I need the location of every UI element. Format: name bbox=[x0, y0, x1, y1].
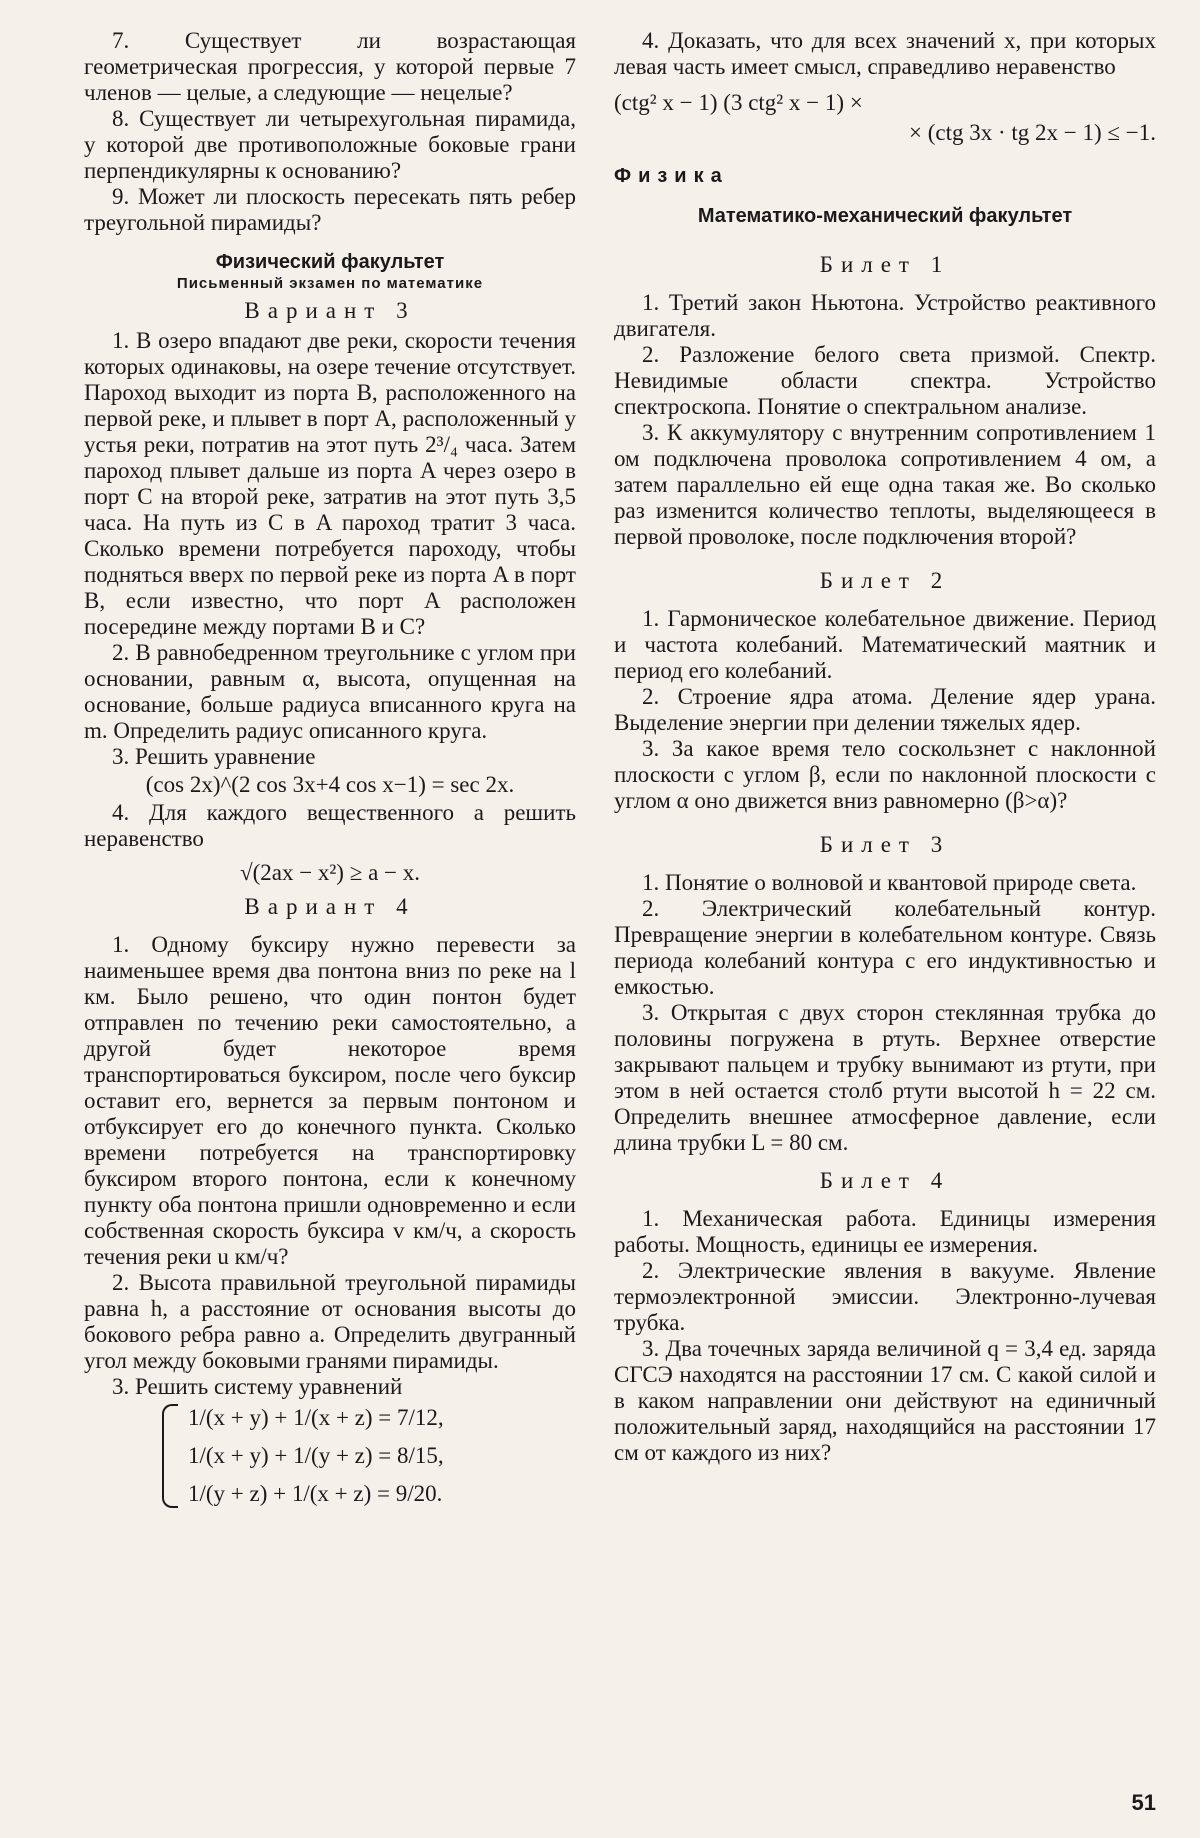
problem-7: 7. Существует ли возрастающая геометрическая прогрессия, у которой первые 7 членов — целые, а следующие — нецелые? bbox=[84, 28, 576, 105]
ticket-2-item-1: 1. Гармоническое колебательное движение. Период и частота колебаний. Математический маятник и период его колебаний. bbox=[614, 606, 1156, 683]
ticket-1-heading: Билет 1 bbox=[819, 252, 951, 277]
problem-8: 8. Существует ли четырехугольная пирамида, у которой две противоположные боковые грани перпендикулярны к основанию? bbox=[84, 106, 576, 183]
problem-9: 9. Может ли плоскость пересекать пять ребер треугольной пирамиды? bbox=[84, 184, 576, 235]
v3-problem-1: 1. В озеро впадают две реки, скорости течения которых одинаковы, на озере течение отсутствует. Пароход выходит из порта B, расположенного на первой реке, и плывет в порт A, расположенный у устья реки, потратив на этот путь 2³/₄ часа. Затем пароход плывет дальше из порта A через озеро в порт C на второй реке, затратив на этот путь 3,5 часа. На путь из C в A пароход тратит 3 часа. Сколько времени потребуется пароходу, чтобы подняться вверх по первой реке из порта A в порт B, если известно, что порт A расположен посередине между портами B и C? bbox=[84, 328, 576, 639]
ticket-2-heading: Билет 2 bbox=[819, 568, 951, 593]
problem-4-continued: 4. Доказать, что для всех значений x, при которых левая часть имеет смысл, справедливо неравенство bbox=[614, 28, 1156, 79]
v4-problem-3: 3. Решить систему уравнений bbox=[112, 1374, 403, 1399]
physics-section-heading: Физика bbox=[614, 165, 729, 187]
physics-faculty-heading: Физический факультет bbox=[215, 251, 445, 273]
v4-problem-2: 2. Высота правильной треугольной пирамиды равна h, а расстояние от основания высоты до бокового ребра равно a. Определить двугранный угол между боковыми гранями пирамиды. bbox=[84, 1270, 576, 1373]
ticket-2-item-2: 2. Строение ядра атома. Деление ядер урана. Выделение энергии при делении тяжелых ядер. bbox=[614, 684, 1156, 735]
system-equation-2: 1/(x + y) + 1/(y + z) = 8/15, bbox=[188, 1443, 444, 1468]
ticket-1-item-3: 3. К аккумулятору с внутренним сопротивлением 1 ом подключена проволока сопротивлением 4 ом, а затем параллельно ей еще одна такая же. Во сколько раз изменится количество теплоты, выделяющееся в первой проволоке, после подключения второй? bbox=[614, 420, 1156, 549]
left-column bbox=[84, 28, 576, 1508]
ticket-3-item-3: 3. Открытая с двух сторон стеклянная трубка до половины погружена в ртуть. Верхнее отверстие закрывают пальцем и трубку вынимают из ртути, при этом в ней остается столб ртути высотой h = 22 см. Определить внешнее атмосферное давление, если длина трубки L = 80 см. bbox=[614, 1000, 1156, 1155]
ticket-4-item-2: 2. Электрические явления в вакууме. Явление термоэлектронной эмиссии. Электронно-лучевая трубка. bbox=[614, 1258, 1156, 1335]
variant-4-heading: Вариант 4 bbox=[244, 894, 416, 919]
ticket-3-heading: Билет 3 bbox=[819, 832, 951, 857]
v3-problem-3: 3. Решить уравнение bbox=[112, 744, 316, 769]
v3-problem-4: 4. Для каждого вещественного a решить неравенство bbox=[84, 800, 576, 851]
right-column bbox=[614, 28, 1156, 1466]
inequality-line-1: (ctg² x − 1) (3 ctg² x − 1) × bbox=[614, 90, 863, 115]
system-equation-3: 1/(y + z) + 1/(x + z) = 9/20. bbox=[188, 1481, 443, 1506]
v3-inequality: √(2ax − x²) ≥ a − x. bbox=[239, 860, 421, 885]
ticket-4-heading: Билет 4 bbox=[819, 1168, 951, 1193]
ticket-1-item-1: 1. Третий закон Ньютона. Устройство реактивного двигателя. bbox=[614, 290, 1156, 341]
v3-equation: (cos 2x)^(2 cos 3x+4 cos x−1) = sec 2x. bbox=[145, 772, 515, 797]
page-number: 51 bbox=[1131, 1790, 1156, 1815]
inequality-line-2: × (ctg 3x · tg 2x − 1) ≤ −1. bbox=[908, 120, 1156, 145]
system-equation-1: 1/(x + y) + 1/(x + z) = 7/12, bbox=[188, 1405, 444, 1430]
v3-problem-2: 2. В равнобедренном треугольнике с углом при основании, равным α, высота, опущенная на основание, больше радиуса вписанного круга на m. Определить радиус описанного круга. bbox=[84, 640, 576, 743]
v4-problem-1: 1. Одному буксиру нужно перевести за наименьшее время два понтона вниз по реке на l км. Было решено, что один понтон будет отправлен по течению реки самостоятельно, а другой будет некоторое время транспортироваться буксиром, после чего буксир оставит его, вернется за первым понтоном и отбуксирует его до конечного пункта. Сколько времени потребуется на транспортировку буксиром второго понтона, если к конечному пункту оба понтона пришли одновременно и если собственная скорость буксира v км/ч, а скорость течения реки u км/ч? bbox=[84, 932, 576, 1269]
ticket-4-item-1: 1. Механическая работа. Единицы измерения работы. Мощность, единицы ее измерения. bbox=[614, 1206, 1156, 1257]
system-brace bbox=[162, 1404, 178, 1508]
mathmech-faculty-heading: Математико-механический факультет bbox=[697, 205, 1073, 227]
exam-subtitle: Письменный экзамен по математике bbox=[176, 275, 484, 292]
ticket-4-item-3: 3. Два точечных заряда величиной q = 3,4 ед. заряда СГСЭ находятся на расстоянии 17 см. С какой силой и в каком направлении они действуют на единичный положительный заряд, находящийся на расстоянии 17 см от каждого из них? bbox=[614, 1336, 1156, 1465]
ticket-1-item-2: 2. Разложение белого света призмой. Спектр. Невидимые области спектра. Устройство спектроскопа. Понятие о спектральном анализе. bbox=[614, 342, 1156, 419]
variant-3-heading: Вариант 3 bbox=[244, 298, 416, 323]
ticket-3-item-2: 2. Электрический колебательный контур. Превращение энергии в колебательном контуре. Связь периода колебаний контура с его индуктивностью и емкостью. bbox=[614, 896, 1156, 999]
equation-system bbox=[162, 1404, 576, 1508]
ticket-2-item-3: 3. За какое время тело соскользнет с наклонной плоскости с углом β, если по наклонной плоскости с углом α оно движется вниз равномерно (β>α)? bbox=[614, 736, 1156, 813]
ticket-3-item-1: 1. Понятие о волновой и квантовой природе света. bbox=[642, 870, 1137, 895]
